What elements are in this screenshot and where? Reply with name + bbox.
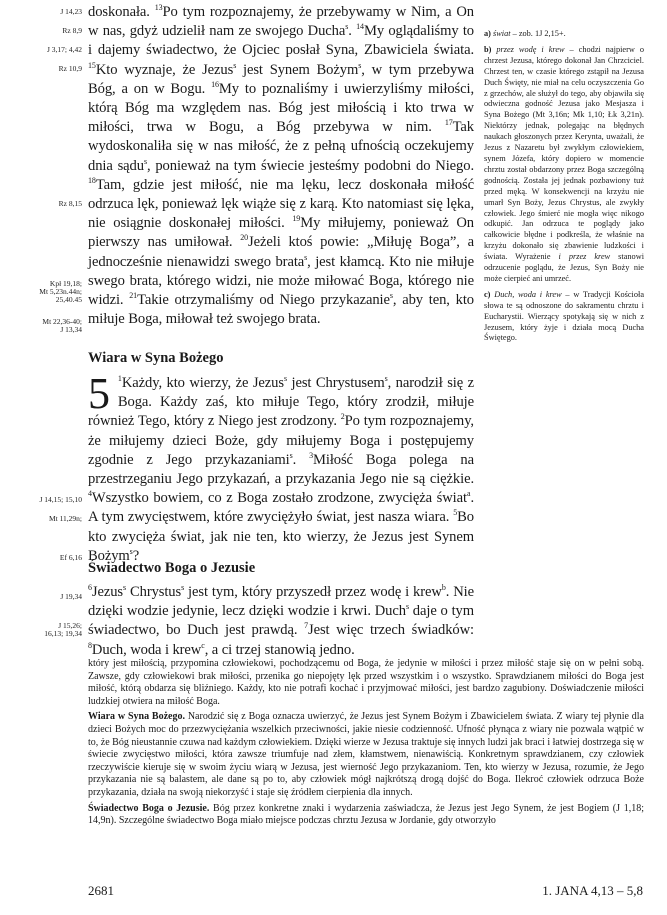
footnotes-column <box>484 29 644 349</box>
margin-ref: Rz 8,9 <box>62 26 82 35</box>
footnote: b) przez wodę i krew – chodzi najpierw o chrzest Jezusa, którego dokonał Jan Chrzciciel. Chrzest ten, w czasie którego zstąpił na Jezusa Duch Święty, nie miał na celu oczyszczenia Go z grzechów, ale służył do tego, aby objawiła się odwieczna godność Jezusa jako Mesjasza i Syna Bożego (Mt 3,16n; Mk 1,10; Łk 3,21n). Niektórzy jednak, polegając na błędnych naukach głoszonych przez Kerynta, uważali, że Jezus z Nazaretu był zwykłym człowiekiem, synem Józefa, który dopiero w momencie chrztu został obdarzony przez Boga szczególną godnością. Została jej jednak pozbawiony tuż przed męką. W konsekwencji na krzyżu nie umarł Syn Boży, Jezus Chrystus, ale zwykły człowiek. Jego śmierć nie mogła więc nikogo odkupić. Jan odrzuca te poglądy jako całkowicie błędne i podkreśla, że właśnie na krzyżu dokonało się zbawienie ludzkości i świata. Wyrażenie i przez krew stanowi odrzucenie poglądu, że Jezus, Syn Boży nie może cierpieć ani umrzeć. <box>484 44 644 283</box>
footnote: c) Duch, woda i krew – w Tradycji Kościoła słowa te są odnoszone do sakramentu chrztu i Eucharystii. Wierzący spotykają się w nich z Jezusem, który żyje i działa mocą Ducha Świętego. <box>484 289 644 343</box>
verse-paragraph: $^6$Jezus$^s$ Chrystus$^s$ jest tym, który przyszedł przez wodę i krew$^b$. Nie dzięki wodzie jedynie, lecz dzięki wodzie i krwi. Duch$^s$ daje o tym świadectwo, bo Duch jest prawdą. $^7$Jest więc trzech świadków: $^8$Duch, woda i krew$^c$, a ci trzej stanowią jedno. <box>88 583 474 658</box>
margin-ref: Ef 6,16 <box>59 553 82 562</box>
commentary-paragraph: Świadectwo Boga o Jezusie. Bóg przez konkretne znaki i wydarzenia zaświadcza, że Jezus jest Jego Synem, że jest Bogiem (J 1,18; 14,9n). Szczególne świadectwo Boga miało miejsce podczas chrztu Jezusa w Jordanie, gdy otworzyło <box>88 802 644 827</box>
chapter-number: 5 <box>88 369 110 418</box>
section-heading: Świadectwo Boga o Jezusie <box>88 560 256 576</box>
commentary-paragraph: który jest miłością, przypomina człowiekowi, pochodzącemu od Boga, że jedynie w miłości i przez miłość staje się on w pełni sobą. Zawsze, gdy człowiekowi brak miłości, przenika go niepojęty lęk przed wszystkim i o wszystko. Sprawdzianem miłości do Boga jest miłość, którą obdarza się bliźniego. Każdy, kto nie potrafi kochać i przyjmować miłości, jest bardzo zagubiony. Doświadczenie miłości ludzkiej otwiera na miłość Boga. <box>88 658 644 707</box>
commentary-paragraph: Wiara w Syna Bożego. Narodzić się z Boga oznacza uwierzyć, że Jezus jest Synem Bożym i Zbawicielem świata. Z wiary tej płynie dla dzieci Bożych moc do przezwyciężania wszelkich przeciwności, jakie niesie codzienność. Ufność płynąca z wiary nie pozwala wątpić w to, że Bóg nieustannie czuwa nad każdym człowiekiem. Dzięki wierze w Jezusa traktuje się innych ludzi jak braci i łatwiej dostrzega się w świecie zwycięstwo miłości, która zawsze triumfuje nad złem, kłamstwem, nienawiścią. Konkretnym sprawdzianem, czy człowiek rzeczywiście kieruje się w swoim życiu wiarą w Jezusa, jest wierność Jego przykazaniom. Ten, kto wierzy w Jezusa, rozumie, że Jego przykazania nie są balastem, ale dane są po to, aby człowiek mógł najkrótszą drogą dojść do Boga. Ilekroć człowiek odrzuca Boże przykazania, działa na swoją niekorzyść i staje się źródłem cierpienia dla innych. <box>88 711 644 798</box>
margin-ref: J 14,15; 15,10 <box>39 495 82 504</box>
margin-ref: Mt 22,36-40; <box>42 317 82 326</box>
section-heading: Wiara w Syna Bożego <box>88 350 224 366</box>
margin-ref: J 15,26; <box>58 621 82 630</box>
footnote: a) świat – zob. 1J 2,15+. <box>484 29 566 38</box>
margin-ref: J 19,34 <box>60 592 82 601</box>
margin-ref: 25,40.45 <box>55 295 82 304</box>
margin-ref: 16,13; 19,34 <box>44 629 82 638</box>
verse-paragraph: doskonała. $^{13}$Po tym rozpoznajemy, że przebywamy w Nim, a On w nas, gdyż udzielił nam ze swojego Ducha$^s$. $^{14}$My oglądaliśmy to i dajemy świadectwo, że Ojciec posłał Syna, Zbawiciela świata. $^{15}$Kto wyznaje, że Jezus$^s$ jest Synem Bożym$^s$, w tym przebywa Bóg, a on w Bogu. $^{16}$My to poznaliśmy i uwierzyliśmy miłości, którą Bóg ma względem nas. Bóg jest miłością i kto trwa w miłości, trwa w Bogu, a Bóg przebywa w nim. $^{17}$Tak wydoskonaliła się w nas miłość, że z pełną ufnością oczekujemy dnia sądu$^s$, ponieważ na tym świecie jesteśmy podobni do Niego. $^{18}$Tam, gdzie jest miłość, nie ma lęku, lecz doskonała miłość odrzuca lęk, ponieważ lęk wiąże się z karą. Kto natomiast się lęka, nie osiągnie doskonałej miłości. $^{19}$My miłujemy, ponieważ On pierwszy nas umiłował. $^{20}$Jeżeli ktoś powie: „Miłuję Boga”, a jednocześnie nienawidzi swego brata$^s$, jest kłamcą. Kto nie miłuje swego brata, którego widzi, nie może miłować Boga, którego nie widzi. $^{21}$Takie otrzymaliśmy od Niego przykazanie$^s$, aby ten, kto miłuje Boga, miłował też swojego brata. <box>88 3 475 328</box>
margin-ref: Mt 11,29n; <box>48 514 82 523</box>
margin-ref: J 3,17; 4,42 <box>46 45 82 54</box>
page-number: 2681 <box>88 883 114 898</box>
margin-ref: Rz 8,15 <box>58 199 82 208</box>
margin-ref: J 14,23 <box>60 7 82 16</box>
scripture-passage-4 <box>88 3 474 329</box>
commentary <box>88 658 644 831</box>
running-reference: 1. JANA 4,13 – 5,8 <box>542 883 643 898</box>
scripture-passage-5b <box>88 583 474 660</box>
scripture-passage-5a <box>88 369 475 566</box>
margin-ref: Rz 10,9 <box>58 64 82 73</box>
margin-ref: J 13,34 <box>60 325 82 334</box>
margin-ref: Mt 5,23n.44n; <box>39 287 82 296</box>
margin-ref: Kpł 19,18; <box>49 279 82 288</box>
verse-paragraph: 5 $^1$Każdy, kto wierzy, że Jezus$^s$ jest Chrystusem$^s$, narodził się z Boga. Każdy zaś, kto miłuje Tego, który zrodził, miłuje również Tego, który z Niego jest zrodzony. $^2$Po tym rozpoznajemy, że miłujemy dzieci Boże, gdy miłujemy Boga i postępujemy zgodnie z Jego przykazaniami$^s$. $^3$Miłość Boga polega na przestrzeganiu Jego przykazań, a przykazania Jego nie są ciężkie. $^4$Wszystko bowiem, co z Boga zostało zrodzone, zwycięża świat$^a$. A tym zwycięstwem, które zwyciężyło świat, jest nasza wiara. $^5$Bo kto zwycięża świat, jak nie ten, kto wierzy, że Jezus jest Synem Bożym$^s$? <box>88 369 475 564</box>
